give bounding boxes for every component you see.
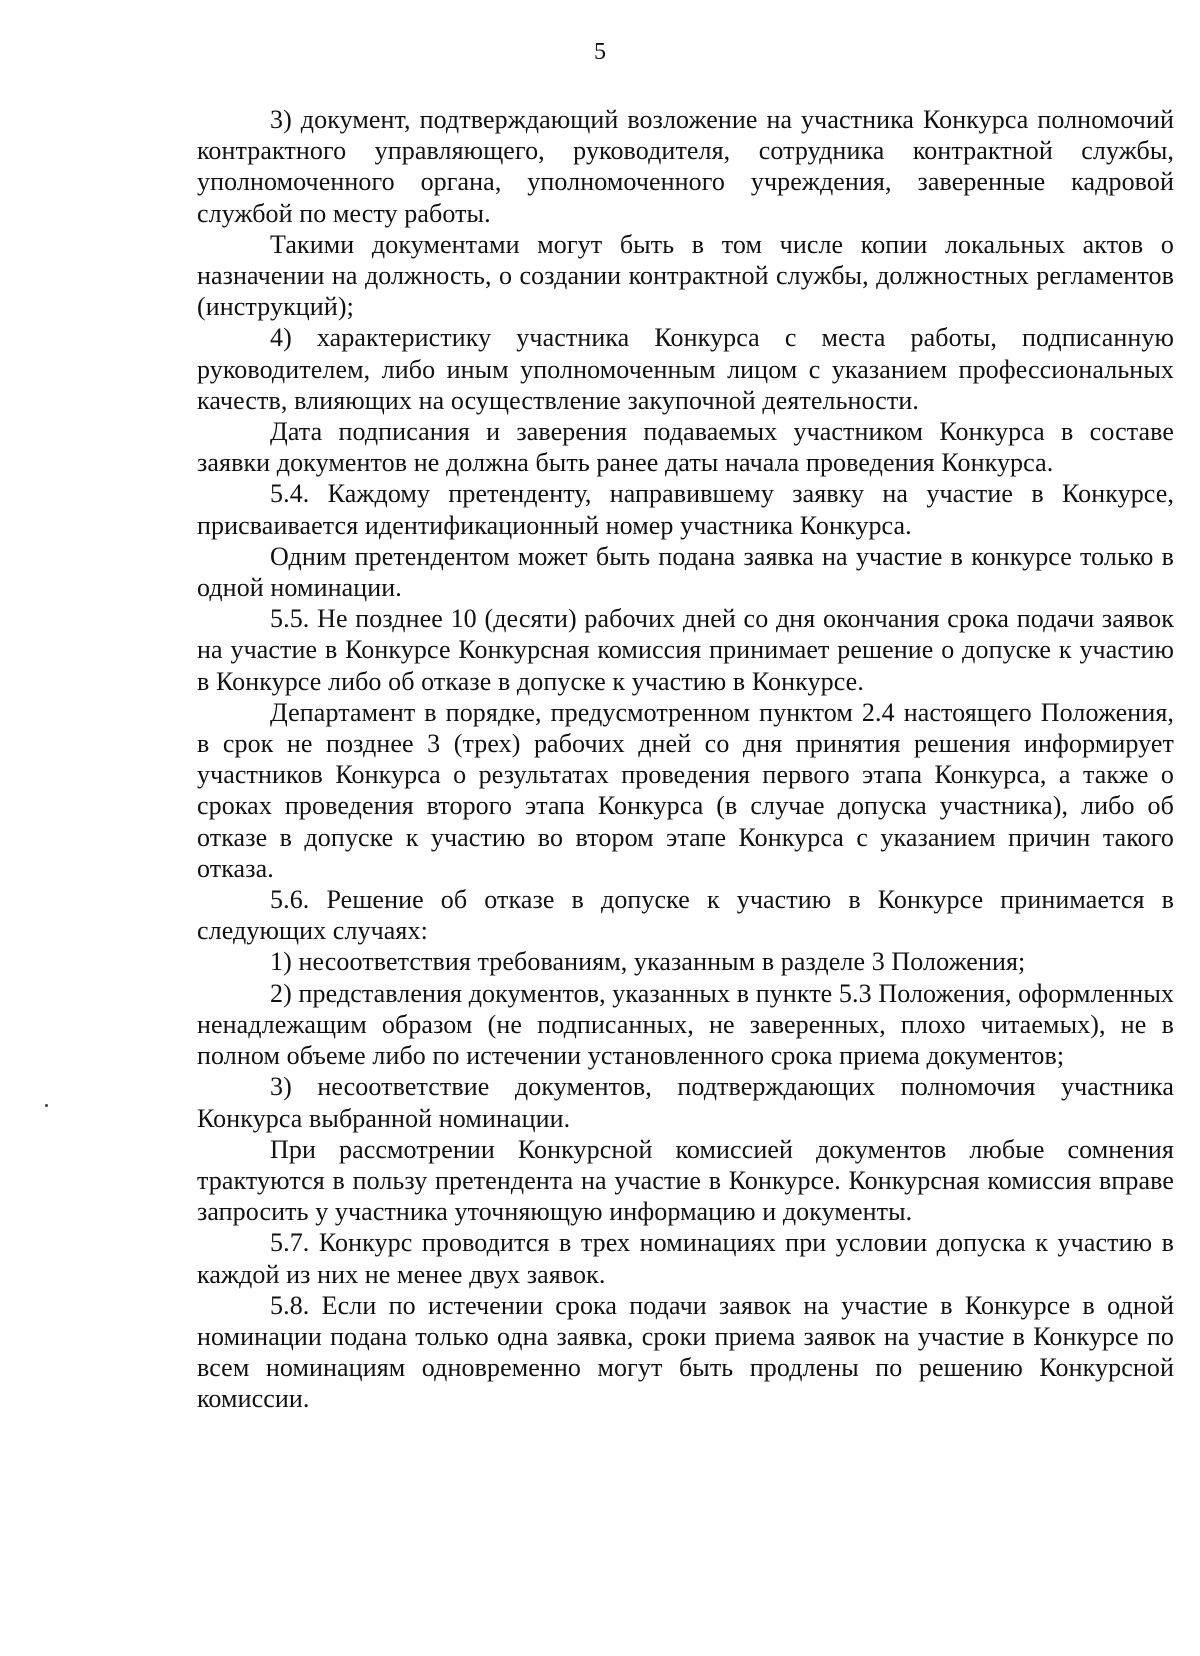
paragraph-5-5: 5.5. Не позднее 10 (десяти) рабочих дней со дня окончания срока подачи заявок на участие в Конкурсе Конкурсная комиссия принимает решение о допуске к участию в Конкурсе либо об отказе в допуске к участию в Конкурсе.	[197, 604, 1174, 696]
paragraph-doubts: При рассмотрении Конкурсной комиссией документов любые сомнения трактуются в пользу претендента на участие в Конкурсе. Конкурсная комиссия вправе запросить у участника уточняющую информацию и документы.	[197, 1134, 1174, 1227]
paragraph-department-informs: Департамент в порядке, предусмотренном пунктом 2.4 настоящего Положения, в срок не позднее 3 (трех) рабочих дней со дня принятия решения информирует участников Конкурса о результатах проведения первого этапа Конкурса, а также о сроках проведения второго этапа Конкурса (в случае допуска участника), либо об отказе в допуске к участию во втором этапе Конкурса с указанием причин такого отказа.	[197, 697, 1174, 883]
paragraph-5-7: 5.7. Конкурс проводится в трех номинациях при условии допуска к участию в каждой из них не менее двух заявок.	[197, 1228, 1174, 1289]
paragraph-item-3-document: 3) документ, подтверждающий возложение на участника Конкурса полномочий контрактного управляющего, руководителя, сотрудника контрактной службы, уполномоченного органа, уполномоченного учреждения, заверенные кадровой службой по месту работы.	[197, 105, 1174, 228]
page-number: 5	[594, 39, 606, 65]
paragraph-5-6-case-1: 1) несоответствия требованиям, указанным в разделе 3 Положения;	[270, 947, 1026, 977]
paragraph-5-4: 5.4. Каждому претенденту, направившему заявку на участие в Конкурсе, присваивается идентификационный номер участника Конкурса.	[197, 479, 1174, 540]
paragraph-item-4-characteristic: 4) характеристику участника Конкурса с места работы, подписанную руководителем, либо иным уполномоченным лицом с указанием профессиональных качеств, влияющих на осуществление закупочной деятельности.	[197, 323, 1174, 415]
paragraph-signing-date: Дата подписания и заверения подаваемых участником Конкурса в составе заявки документов не должна быть ранее даты начала проведения Конкурса.	[197, 417, 1174, 478]
paragraph-5-6-case-3: 3) несоответствие документов, подтверждающих полномочия участника Конкурса выбранной номинации.	[197, 1072, 1174, 1133]
scan-speck	[45, 1104, 48, 1107]
paragraph-5-6: 5.6. Решение об отказе в допуске к участию в Конкурсе принимается в следующих случаях:	[197, 885, 1174, 946]
paragraph-5-8: 5.8. Если по истечении срока подачи заявок на участие в Конкурсе в одной номинации подана только одна заявка, сроки приема заявок на участие в Конкурсе по всем номинациям одновременно могут быть продлены по решению Конкурсной комиссии.	[197, 1290, 1174, 1414]
document-body	[197, 104, 1174, 1415]
paragraph-5-6-case-2: 2) представления документов, указанных в пункте 5.3 Положения, оформленных ненадлежащим образом (не подписанных, не заверенных, плохо читаемых), не в полном объеме либо по истечении установленного срока приема документов;	[197, 978, 1174, 1071]
paragraph-such-documents: Такими документами могут быть в том числе копии локальных актов о назначении на должность, о создании контрактной службы, должностных регламентов (инструкций);	[197, 229, 1174, 322]
paragraph-one-nomination: Одним претендентом может быть подана заявка на участие в конкурсе только в одной номинации.	[197, 541, 1174, 603]
